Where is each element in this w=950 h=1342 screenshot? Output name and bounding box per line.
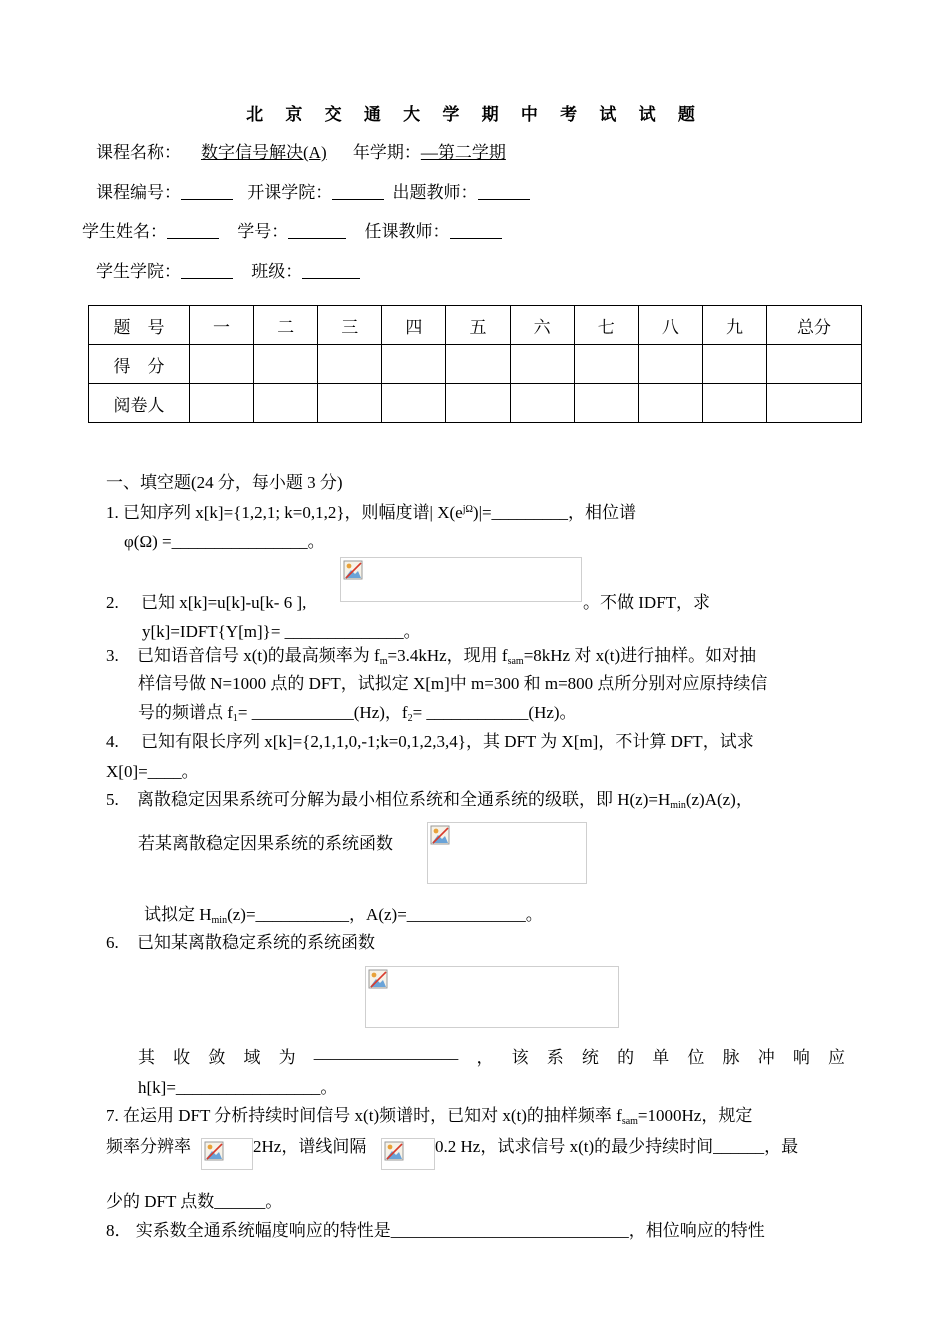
college-blank [332,183,384,200]
q4-number: 4. [106,732,119,751]
q3-text-c: =8kHz 对 x(t)进行抽样。如对抽 [523,646,757,665]
score-cell[interactable] [574,345,638,384]
score-table-header-row [89,306,862,345]
score-cell[interactable] [254,345,318,384]
q3-line1 [106,641,756,667]
q6-formula-image [365,966,619,1028]
class-label: 班级： [251,262,303,281]
score-cell[interactable] [318,345,382,384]
q3-sub-m: m [379,656,388,667]
setter-label: 出题教师： [392,183,478,202]
q1-sup: jΩ [462,504,473,515]
q7-line2-c: 0.2 Hz，试求信号 x(t)的最少持续时间______，最 [435,1137,799,1156]
q3-text-a: 已知语音信号 x(t)的最高频率为 f [137,646,380,665]
q6-word: 该 [511,1048,529,1067]
col-7: 七 [574,306,638,345]
college-label: 开课学院： [247,183,333,202]
q6-word: 脉 [722,1048,740,1067]
q2-number: 2. [106,593,119,612]
score-cell[interactable] [702,345,766,384]
grader-cell[interactable] [638,384,702,423]
q6-word: 冲 [757,1048,775,1067]
q3-line2: 样信号做 N=1000 点的 DFT，试拟定 X[m]中 m=300 和 m=800 点所分别对应原持续信 [138,674,768,693]
student-name-line [82,217,502,242]
q5-text-c: 试拟定 H [144,905,212,924]
q6-word: 应 [828,1048,845,1067]
col-2: 二 [254,306,318,345]
q7-formula-image-2 [381,1138,435,1170]
student-no-label: 学号： [237,222,289,241]
grader-cell[interactable] [254,384,318,423]
grader-cell[interactable] [510,384,574,423]
q7-text-b: =1000Hz，规定 [637,1106,753,1125]
q3-sub-sam: sam [507,656,524,667]
q6-word: 响 [792,1048,810,1067]
broken-image-icon [430,825,450,845]
broken-image-icon [204,1141,224,1161]
score-cell[interactable] [446,345,510,384]
teacher-blank [450,222,502,239]
student-college-blank [181,262,233,279]
q6-word: 的 [617,1048,635,1067]
q1-text-a: 1. 已知序列 x[k]={1,2,1; k=0,1,2}，则幅度谱| X(e [106,503,463,522]
q6-roc-blank: _________________ [313,1043,459,1062]
q6-word: 敛 [208,1048,226,1067]
year-term-value: —第二学期 [420,143,506,162]
col-8: 八 [638,306,702,345]
q3-text-f: = ____________(Hz)。 [412,703,577,722]
q2-text-b: 。不做 IDFT，求 [583,593,711,612]
q6-text-a: 已知某离散稳定系统的系统函数 [137,933,375,952]
q3-line3 [138,698,577,724]
q5-line3 [144,900,543,926]
q2-line1 [106,588,306,613]
col-6: 六 [510,306,574,345]
q5-line1 [106,785,753,811]
q3-text-e: = ____________(Hz)，f [237,703,408,722]
broken-image-icon [343,560,363,580]
q7-line2-a: 频率分辨率 [106,1137,191,1156]
row-label-grader: 阅卷人 [89,384,190,423]
q3-text-b: =3.4kHz，现用 f [387,646,508,665]
q6-word: 收 [173,1048,191,1067]
q5-sub-min2: min [211,915,228,926]
q6-word: 为 [278,1048,296,1067]
score-table-grader-row [89,384,862,423]
q6-word: 其 [138,1048,155,1067]
q1-line1 [106,498,636,523]
student-college-line [96,257,360,282]
score-table-score-row [89,345,862,384]
setter-blank [478,183,530,200]
q1-text-b: )|=_________，相位谱 [472,503,637,522]
student-college-label: 学生学院： [96,262,181,281]
q6-line1 [106,928,375,953]
q7-line1 [106,1101,752,1127]
student-name-label: 学生姓名： [82,222,167,241]
col-5: 五 [446,306,510,345]
score-cell[interactable] [767,345,862,384]
q6-word: 系 [546,1048,564,1067]
q6-word: 统 [581,1048,599,1067]
q6-word: 域 [243,1048,261,1067]
score-table [88,305,862,423]
grader-cell[interactable] [446,384,510,423]
exam-title: 北 京 交 通 大 学 期 中 考 试 试 题 [246,105,704,124]
grader-cell[interactable] [382,384,446,423]
year-term-label: 年学期： [352,143,421,162]
grader-cell[interactable] [767,384,862,423]
q6-word: ， [476,1048,494,1067]
student-name-blank [167,222,219,239]
score-cell[interactable] [638,345,702,384]
q7-sub-sam: sam [621,1116,638,1127]
student-no-blank [288,222,346,239]
q2-formula-image [340,557,582,602]
q6-word: 位 [687,1048,705,1067]
row-label-question-no: 题 号 [89,306,190,345]
grader-cell[interactable] [702,384,766,423]
grader-cell[interactable] [190,384,254,423]
q3-number: 3. [106,646,119,665]
q7-line2-b: 2Hz，谱线间隔 [253,1137,367,1156]
q4-text-a: 已知有限长序列 x[k]={2,1,1,0,-1;k=0,1,2,3,4}，其 DFT 为 X[m]，不计算 DFT，试求 [141,732,754,751]
q5-line2: 若某离散稳定因果系统的系统函数 [138,834,393,853]
course-no-blank [181,183,233,200]
q6-line3: h[k]=_________________。 [138,1078,338,1097]
q2-text-a: 已知 x[k]=u[k]-u[k- 6 ], [141,593,307,612]
q1-line2: φ(Ω) =________________。 [124,532,325,551]
score-cell[interactable] [190,345,254,384]
q7-formula-image-1 [201,1138,253,1170]
q6-word: 单 [652,1048,670,1067]
q6-number: 6. [106,933,119,952]
grader-cell[interactable] [574,384,638,423]
q8-line1: 8． 实系数全通系统幅度响应的特性是____________________________，相位响应的特性 [106,1221,765,1240]
q3-text-d: 号的频谱点 f [138,703,233,722]
q3-sub-1: 1 [232,713,238,724]
q5-number: 5. [106,790,119,809]
q5-text-b: (z)A(z)， [685,790,753,809]
q5-formula-image [427,822,587,884]
q7-line3: 少的 DFT 点数______。 [106,1192,283,1211]
q4-line1 [106,727,754,752]
score-cell[interactable] [382,345,446,384]
teacher-label: 任课教师： [364,222,450,241]
course-name-label: 课程名称： [96,143,181,162]
score-cell[interactable] [510,345,574,384]
class-blank [302,262,360,279]
q2-line2: y[k]=IDFT{Y[m]}= ______________。 [142,622,421,641]
broken-image-icon [384,1141,404,1161]
course-no-label: 课程编号： [96,183,181,202]
grader-cell[interactable] [318,384,382,423]
q5-text-a: 离散稳定因果系统可分解为最小相位系统和全通系统的级联，即 H(z)=H [137,790,671,809]
q3-sub-2: 2 [407,713,413,724]
q4-line2: X[0]=____。 [106,762,199,781]
course-no-line [96,178,530,203]
col-total: 总分 [767,306,862,345]
course-name-value: 数字信号解决(A) [201,143,327,162]
q6-line2 [138,1043,845,1068]
col-1: 一 [190,306,254,345]
col-4: 四 [382,306,446,345]
broken-image-icon [368,969,388,989]
col-9: 九 [702,306,766,345]
col-3: 三 [318,306,382,345]
course-name-line [96,138,506,163]
section1-heading: 一、填空题(24 分，每小题 3 分) [106,473,343,492]
row-label-score: 得 分 [89,345,190,384]
q5-text-d: (z)=___________，A(z)=______________。 [227,905,543,924]
q5-sub-min: min [670,800,686,811]
q7-text-a: 7. 在运用 DFT 分析持续时间信号 x(t)频谱时，已知对 x(t)的抽样频率 f [106,1106,622,1125]
